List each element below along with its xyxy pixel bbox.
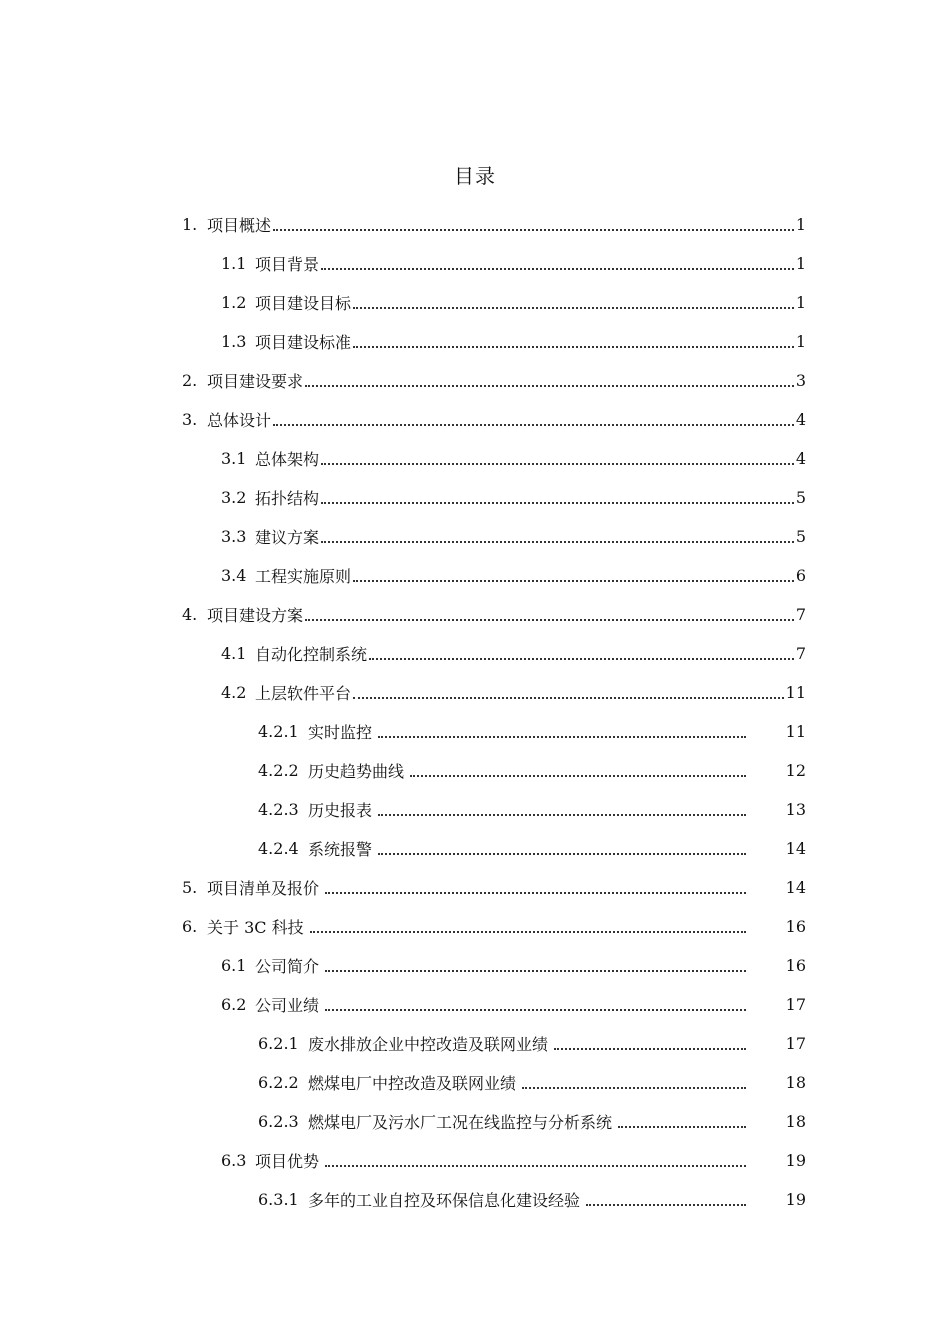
toc-entry-page: 19 [785,1190,806,1209]
toc-entry[interactable] [0,907,950,946]
toc-entry-number: 3.4 [221,566,247,585]
toc-list [0,205,950,1219]
toc-entry-title: 燃煤电厂中控改造及联网业绩 [308,1074,517,1093]
toc-leader-dots [321,501,794,504]
toc-entry-title: 项目概述 [207,216,272,235]
toc-entry-title: 废水排放企业中控改造及联网业绩 [308,1035,549,1054]
toc-leader-dots [305,384,794,387]
toc-entry[interactable] [0,361,950,400]
toc-entry-number: 6.2.3 [258,1112,299,1131]
toc-entry-page: 1 [795,254,806,273]
toc-entry[interactable] [0,946,950,985]
toc-entry-number: 6.2 [221,995,247,1014]
toc-entry[interactable] [0,595,950,634]
toc-entry-title: 历史趋势曲线 [308,762,405,781]
toc-leader-dots [586,1203,746,1206]
toc-entry-page: 3 [795,371,806,390]
toc-entry-title: 公司简介 [255,957,320,976]
toc-entry-page: 17 [785,1034,806,1053]
toc-entry[interactable] [0,556,950,595]
toc-leader-dots [554,1047,746,1050]
toc-entry-number: 3. [182,410,198,429]
toc-entry-page: 18 [785,1073,806,1092]
toc-entry-title: 项目清单及报价 [207,879,320,898]
toc-leader-dots [353,306,794,309]
toc-entry[interactable] [0,283,950,322]
toc-entry-title: 工程实施原则 [255,567,352,586]
toc-leader-dots [369,657,794,660]
toc-entry[interactable] [0,868,950,907]
toc-leader-dots [325,1164,746,1167]
toc-entry-title: 总体架构 [255,450,320,469]
toc-entry-title: 上层软件平台 [255,684,352,703]
toc-entry-number: 4.1 [221,644,247,663]
toc-leader-dots [305,618,794,621]
toc-entry-page: 1 [795,215,806,234]
toc-entry[interactable] [0,478,950,517]
toc-leader-dots [410,774,746,777]
toc-entry-number: 4.2.3 [258,800,299,819]
toc-leader-dots [522,1086,746,1089]
toc-entry-page: 5 [795,527,806,546]
toc-entry-title: 总体设计 [207,411,272,430]
toc-entry-number: 4.2.4 [258,839,299,858]
toc-entry[interactable] [0,439,950,478]
toc-entry-page: 13 [785,800,806,819]
toc-entry-title: 历史报表 [308,801,373,820]
toc-leader-dots [353,345,794,348]
toc-entry-number: 1. [182,215,198,234]
toc-entry-page: 14 [785,839,806,858]
toc-entry[interactable] [0,205,950,244]
toc-entry[interactable] [0,1180,950,1219]
toc-entry-page: 16 [785,956,806,975]
toc-entry-title: 多年的工业自控及环保信息化建设经验 [308,1191,581,1210]
toc-leader-dots [353,579,794,582]
toc-entry-number: 6. [182,917,198,936]
toc-entry-title: 项目建设要求 [207,372,304,391]
toc-entry-page: 19 [785,1151,806,1170]
toc-entry[interactable] [0,1063,950,1102]
toc-entry-number: 6.3 [221,1151,247,1170]
toc-entry-title: 公司业绩 [255,996,320,1015]
toc-entry-page: 18 [785,1112,806,1131]
toc-entry-page: 16 [785,917,806,936]
toc-leader-dots [325,891,746,894]
toc-entry-number: 2. [182,371,198,390]
toc-entry-page: 4 [795,410,806,429]
toc-entry-number: 5. [182,878,198,897]
toc-entry-number: 4.2.2 [258,761,299,780]
toc-leader-dots [273,423,794,426]
toc-entry-page: 7 [795,644,806,663]
toc-entry[interactable] [0,790,950,829]
toc-leader-dots [378,813,746,816]
toc-entry[interactable] [0,985,950,1024]
toc-entry-number: 4.2 [221,683,247,702]
toc-entry-number: 3.3 [221,527,247,546]
toc-entry-page: 7 [795,605,806,624]
toc-entry[interactable] [0,1141,950,1180]
toc-leader-dots [378,735,746,738]
toc-title: 目录 [454,164,496,188]
toc-entry-title: 项目优势 [255,1152,320,1171]
toc-entry[interactable] [0,712,950,751]
toc-entry-title: 系统报警 [308,840,373,859]
toc-entry[interactable] [0,829,950,868]
toc-entry-page: 5 [795,488,806,507]
toc-leader-dots [325,969,746,972]
toc-entry[interactable] [0,1024,950,1063]
toc-entry-number: 3.1 [221,449,247,468]
toc-entry-title: 实时监控 [308,723,373,742]
toc-leader-dots [321,540,794,543]
toc-entry-number: 4.2.1 [258,722,299,741]
toc-entry-page: 1 [795,293,806,312]
toc-entry-number: 6.2.1 [258,1034,299,1053]
toc-entry-number: 3.2 [221,488,247,507]
toc-leader-dots [310,930,746,933]
toc-entry[interactable] [0,751,950,790]
toc-leader-dots [321,462,794,465]
toc-entry-number: 6.1 [221,956,247,975]
toc-entry-page: 1 [795,332,806,351]
toc-entry-title: 拓扑结构 [255,489,320,508]
toc-entry[interactable] [0,517,950,556]
toc-entry-page: 17 [785,995,806,1014]
toc-entry-number: 1.2 [221,293,247,312]
toc-entry[interactable] [0,1102,950,1141]
toc-entry[interactable] [0,244,950,283]
toc-entry-page: 6 [795,566,806,585]
toc-leader-dots [353,696,784,699]
toc-entry-page: 11 [785,683,806,702]
toc-entry-number: 6.2.2 [258,1073,299,1092]
toc-leader-dots [325,1008,746,1011]
toc-entry[interactable] [0,322,950,361]
toc-entry[interactable] [0,634,950,673]
toc-entry-number: 4. [182,605,198,624]
toc-entry-title: 建议方案 [255,528,320,547]
toc-entry[interactable] [0,400,950,439]
toc-entry-page: 14 [785,878,806,897]
toc-leader-dots [378,852,746,855]
toc-leader-dots [618,1125,746,1128]
toc-entry-title: 关于 3C 科技 [207,918,304,937]
toc-entry-page: 12 [785,761,806,780]
toc-entry-number: 1.1 [221,254,247,273]
toc-leader-dots [321,267,794,270]
toc-entry-page: 11 [785,722,806,741]
toc-entry-number: 6.3.1 [258,1190,299,1209]
toc-entry-title: 自动化控制系统 [255,645,368,664]
toc-entry-title: 燃煤电厂及污水厂工况在线监控与分析系统 [308,1113,613,1132]
toc-leader-dots [273,228,794,231]
toc-entry-title: 项目建设标准 [255,333,352,352]
toc-entry-number: 1.3 [221,332,247,351]
toc-entry-title: 项目建设方案 [207,606,304,625]
toc-entry[interactable] [0,673,950,712]
toc-entry-title: 项目建设目标 [255,294,352,313]
toc-entry-title: 项目背景 [255,255,320,274]
toc-entry-page: 4 [795,449,806,468]
